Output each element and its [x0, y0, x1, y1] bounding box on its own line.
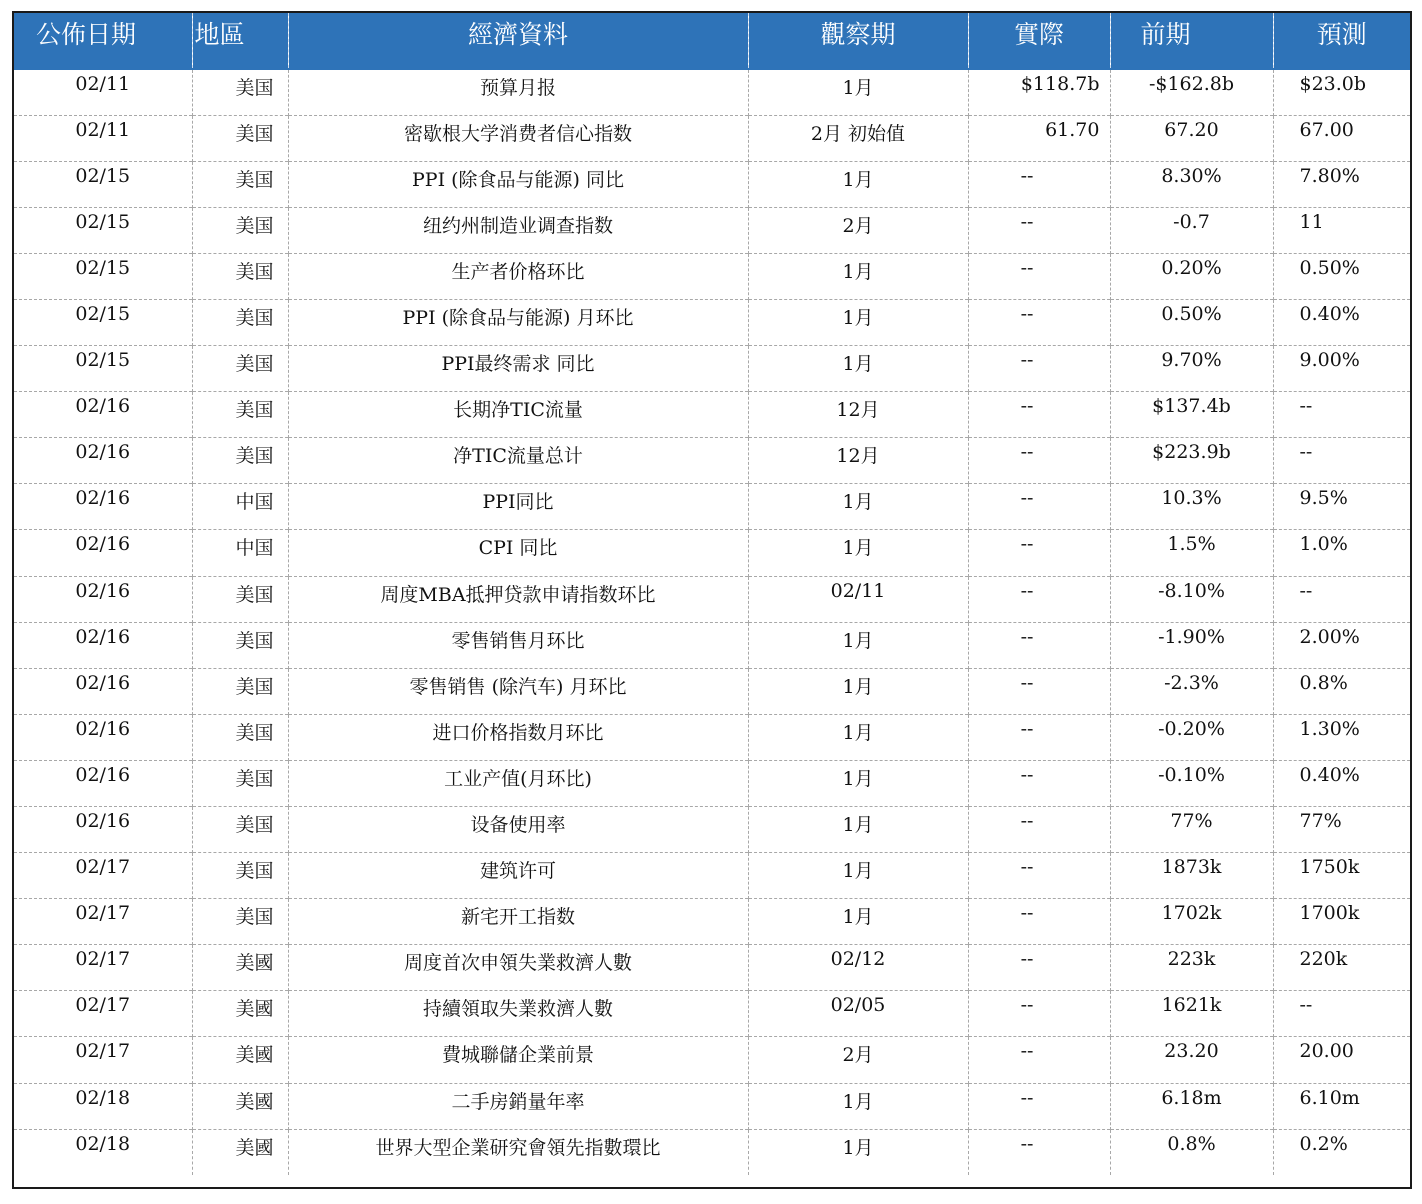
cell-region: 美国 [192, 622, 288, 668]
cell-economic-data: 零售销售月环比 [288, 622, 748, 668]
cell-previous: 223k [1110, 945, 1273, 991]
cell-region: 美國 [192, 991, 288, 1037]
cell-region: 美国 [192, 392, 288, 438]
cell-period: 1月 [748, 1083, 968, 1129]
table-row [14, 622, 1410, 668]
header-period: 觀察期 [748, 13, 968, 69]
cell-release-date: 02/15 [14, 253, 192, 299]
table-row [14, 161, 1410, 207]
cell-release-date: 02/16 [14, 576, 192, 622]
cell-period: 12月 [748, 438, 968, 484]
cell-previous: -8.10% [1110, 576, 1273, 622]
cell-previous: 1702k [1110, 899, 1273, 945]
cell-period: 1月 [748, 484, 968, 530]
cell-actual: $118.7b [968, 69, 1110, 115]
cell-actual: -- [968, 207, 1110, 253]
cell-previous: 77% [1110, 807, 1273, 853]
economic-calendar-table [14, 13, 1410, 1175]
cell-release-date: 02/16 [14, 668, 192, 714]
cell-economic-data: 工业产值(月环比) [288, 760, 748, 806]
cell-previous: 6.18m [1110, 1083, 1273, 1129]
cell-region: 美國 [192, 1129, 288, 1175]
cell-economic-data: 新宅开工指数 [288, 899, 748, 945]
cell-economic-data: 世界大型企業研究會領先指數環比 [288, 1129, 748, 1175]
table-row [14, 668, 1410, 714]
cell-actual: -- [968, 1129, 1110, 1175]
header-previous: 前期 [1110, 13, 1273, 69]
cell-region: 美國 [192, 1083, 288, 1129]
cell-region: 美国 [192, 299, 288, 345]
table-row [14, 991, 1410, 1037]
cell-actual: -- [968, 714, 1110, 760]
table-row [14, 299, 1410, 345]
cell-economic-data: 持續領取失業救濟人數 [288, 991, 748, 1037]
cell-economic-data: 生产者价格环比 [288, 253, 748, 299]
cell-actual: -- [968, 392, 1110, 438]
cell-release-date: 02/16 [14, 530, 192, 576]
cell-period: 1月 [748, 253, 968, 299]
cell-economic-data: PPI (除食品与能源) 同比 [288, 161, 748, 207]
cell-period: 1月 [748, 714, 968, 760]
cell-region: 美国 [192, 207, 288, 253]
cell-previous: 10.3% [1110, 484, 1273, 530]
cell-release-date: 02/11 [14, 115, 192, 161]
cell-period: 1月 [748, 69, 968, 115]
table-row [14, 207, 1410, 253]
cell-actual: -- [968, 668, 1110, 714]
cell-region: 美国 [192, 760, 288, 806]
header-actual: 實際 [968, 13, 1110, 69]
cell-release-date: 02/17 [14, 1037, 192, 1083]
cell-period: 2月 初始值 [748, 115, 968, 161]
cell-actual: -- [968, 438, 1110, 484]
cell-forecast: 77% [1273, 807, 1410, 853]
cell-period: 02/05 [748, 991, 968, 1037]
cell-previous: 1621k [1110, 991, 1273, 1037]
cell-region: 美国 [192, 161, 288, 207]
cell-economic-data: 建筑许可 [288, 853, 748, 899]
cell-forecast: 0.8% [1273, 668, 1410, 714]
table-row [14, 853, 1410, 899]
table-row [14, 899, 1410, 945]
table-row [14, 69, 1410, 115]
cell-release-date: 02/16 [14, 392, 192, 438]
cell-actual: -- [968, 576, 1110, 622]
cell-actual: -- [968, 945, 1110, 991]
table-header [14, 13, 1410, 69]
table-row [14, 484, 1410, 530]
cell-region: 美国 [192, 853, 288, 899]
cell-forecast: 1.0% [1273, 530, 1410, 576]
cell-region: 美国 [192, 69, 288, 115]
cell-period: 1月 [748, 530, 968, 576]
cell-previous: -0.7 [1110, 207, 1273, 253]
cell-actual: 61.70 [968, 115, 1110, 161]
cell-region: 美國 [192, 1037, 288, 1083]
cell-actual: -- [968, 299, 1110, 345]
cell-release-date: 02/16 [14, 760, 192, 806]
header-economic-data: 經濟資料 [288, 13, 748, 69]
cell-previous: 1873k [1110, 853, 1273, 899]
cell-region: 美国 [192, 253, 288, 299]
cell-release-date: 02/18 [14, 1083, 192, 1129]
cell-region: 美國 [192, 945, 288, 991]
cell-region: 中国 [192, 484, 288, 530]
cell-release-date: 02/16 [14, 714, 192, 760]
header-row [14, 13, 1410, 69]
cell-economic-data: 密歇根大学消费者信心指数 [288, 115, 748, 161]
cell-actual: -- [968, 760, 1110, 806]
cell-forecast: 220k [1273, 945, 1410, 991]
cell-region: 美国 [192, 668, 288, 714]
cell-actual: -- [968, 484, 1110, 530]
table-row [14, 945, 1410, 991]
cell-period: 1月 [748, 346, 968, 392]
header-release-date: 公佈日期 [14, 13, 192, 69]
cell-forecast: -- [1273, 438, 1410, 484]
cell-previous: -1.90% [1110, 622, 1273, 668]
table-row [14, 1037, 1410, 1083]
cell-region: 美国 [192, 346, 288, 392]
cell-forecast: 11 [1273, 207, 1410, 253]
cell-economic-data: PPI (除食品与能源) 月环比 [288, 299, 748, 345]
cell-previous: -2.3% [1110, 668, 1273, 714]
table-row [14, 346, 1410, 392]
cell-forecast: 7.80% [1273, 161, 1410, 207]
cell-economic-data: 零售销售 (除汽车) 月环比 [288, 668, 748, 714]
cell-period: 1月 [748, 807, 968, 853]
cell-forecast: -- [1273, 576, 1410, 622]
cell-period: 1月 [748, 1129, 968, 1175]
cell-forecast: 9.5% [1273, 484, 1410, 530]
cell-economic-data: 費城聯儲企業前景 [288, 1037, 748, 1083]
cell-economic-data: 周度首次申領失業救濟人數 [288, 945, 748, 991]
cell-economic-data: 预算月报 [288, 69, 748, 115]
cell-period: 1月 [748, 853, 968, 899]
table-row [14, 438, 1410, 484]
table-row [14, 1083, 1410, 1129]
cell-previous: -$162.8b [1110, 69, 1273, 115]
economic-calendar-sheet [12, 11, 1412, 1189]
cell-region: 美国 [192, 714, 288, 760]
cell-previous: -0.20% [1110, 714, 1273, 760]
cell-region: 中国 [192, 530, 288, 576]
cell-release-date: 02/17 [14, 991, 192, 1037]
cell-release-date: 02/11 [14, 69, 192, 115]
cell-period: 1月 [748, 299, 968, 345]
cell-economic-data: CPI 同比 [288, 530, 748, 576]
cell-previous: 67.20 [1110, 115, 1273, 161]
cell-period: 2月 [748, 207, 968, 253]
cell-economic-data: 纽约州制造业调查指数 [288, 207, 748, 253]
cell-actual: -- [968, 853, 1110, 899]
cell-previous: 0.20% [1110, 253, 1273, 299]
cell-actual: -- [968, 161, 1110, 207]
table-row [14, 392, 1410, 438]
cell-forecast: 2.00% [1273, 622, 1410, 668]
cell-forecast: 1700k [1273, 899, 1410, 945]
cell-forecast: 1.30% [1273, 714, 1410, 760]
cell-release-date: 02/15 [14, 346, 192, 392]
cell-period: 2月 [748, 1037, 968, 1083]
cell-release-date: 02/15 [14, 161, 192, 207]
cell-economic-data: PPI最终需求 同比 [288, 346, 748, 392]
cell-period: 1月 [748, 668, 968, 714]
cell-economic-data: 周度MBA抵押贷款申请指数环比 [288, 576, 748, 622]
cell-actual: -- [968, 346, 1110, 392]
table-row [14, 1129, 1410, 1175]
cell-region: 美国 [192, 807, 288, 853]
header-forecast: 預測 [1273, 13, 1410, 69]
cell-forecast: 0.40% [1273, 299, 1410, 345]
cell-previous: 23.20 [1110, 1037, 1273, 1083]
cell-region: 美国 [192, 438, 288, 484]
cell-forecast: -- [1273, 392, 1410, 438]
cell-previous: 0.8% [1110, 1129, 1273, 1175]
cell-previous: 8.30% [1110, 161, 1273, 207]
table-row [14, 760, 1410, 806]
cell-forecast: $23.0b [1299, 73, 1367, 95]
cell-forecast: 20.00 [1273, 1037, 1410, 1083]
cell-actual: -- [968, 530, 1110, 576]
cell-release-date: 02/16 [14, 484, 192, 530]
cell-economic-data: 设备使用率 [288, 807, 748, 853]
cell-actual: -- [968, 1083, 1110, 1129]
cell-previous: 0.50% [1110, 299, 1273, 345]
table-row [14, 807, 1410, 853]
cell-economic-data: 净TIC流量总计 [288, 438, 748, 484]
cell-period: 02/12 [748, 945, 968, 991]
cell-economic-data: PPI同比 [288, 484, 748, 530]
cell-actual: -- [968, 899, 1110, 945]
table-body [14, 69, 1410, 1175]
header-region: 地區 [192, 13, 288, 69]
cell-region: 美国 [192, 899, 288, 945]
cell-period: 1月 [748, 161, 968, 207]
cell-forecast: -- [1273, 991, 1410, 1037]
cell-previous: -0.10% [1110, 760, 1273, 806]
cell-forecast: 0.2% [1273, 1129, 1410, 1175]
cell-release-date: 02/17 [14, 853, 192, 899]
cell-period: 12月 [748, 392, 968, 438]
table-row [14, 253, 1410, 299]
cell-forecast: 1750k [1273, 853, 1410, 899]
cell-actual: -- [968, 807, 1110, 853]
cell-release-date: 02/16 [14, 438, 192, 484]
cell-period: 1月 [748, 760, 968, 806]
cell-forecast: 9.00% [1273, 346, 1410, 392]
cell-actual: -- [968, 622, 1110, 668]
cell-economic-data: 进口价格指数月环比 [288, 714, 748, 760]
cell-actual: -- [968, 991, 1110, 1037]
cell-period: 02/11 [748, 576, 968, 622]
cell-release-date: 02/16 [14, 807, 192, 853]
table-row [14, 530, 1410, 576]
cell-previous: 9.70% [1110, 346, 1273, 392]
cell-economic-data: 二手房銷量年率 [288, 1083, 748, 1129]
cell-period: 1月 [748, 899, 968, 945]
cell-region: 美国 [192, 576, 288, 622]
cell-release-date: 02/15 [14, 207, 192, 253]
cell-forecast: 0.50% [1273, 253, 1410, 299]
table-row [14, 714, 1410, 760]
cell-forecast: 0.40% [1273, 760, 1410, 806]
cell-region: 美国 [192, 115, 288, 161]
table-row [14, 576, 1410, 622]
cell-previous: $137.4b [1110, 392, 1273, 438]
cell-release-date: 02/18 [14, 1129, 192, 1175]
cell-previous: $223.9b [1110, 438, 1273, 484]
cell-economic-data: 长期净TIC流量 [288, 392, 748, 438]
cell-release-date: 02/16 [14, 622, 192, 668]
cell-release-date: 02/15 [14, 299, 192, 345]
cell-release-date: 02/17 [14, 899, 192, 945]
cell-forecast: 67.00 [1273, 115, 1410, 161]
cell-release-date: 02/17 [14, 945, 192, 991]
cell-actual: -- [968, 1037, 1110, 1083]
cell-forecast: 6.10m [1273, 1083, 1410, 1129]
table-row [14, 115, 1410, 161]
cell-previous: 1.5% [1110, 530, 1273, 576]
cell-period: 1月 [748, 622, 968, 668]
cell-actual: -- [968, 253, 1110, 299]
